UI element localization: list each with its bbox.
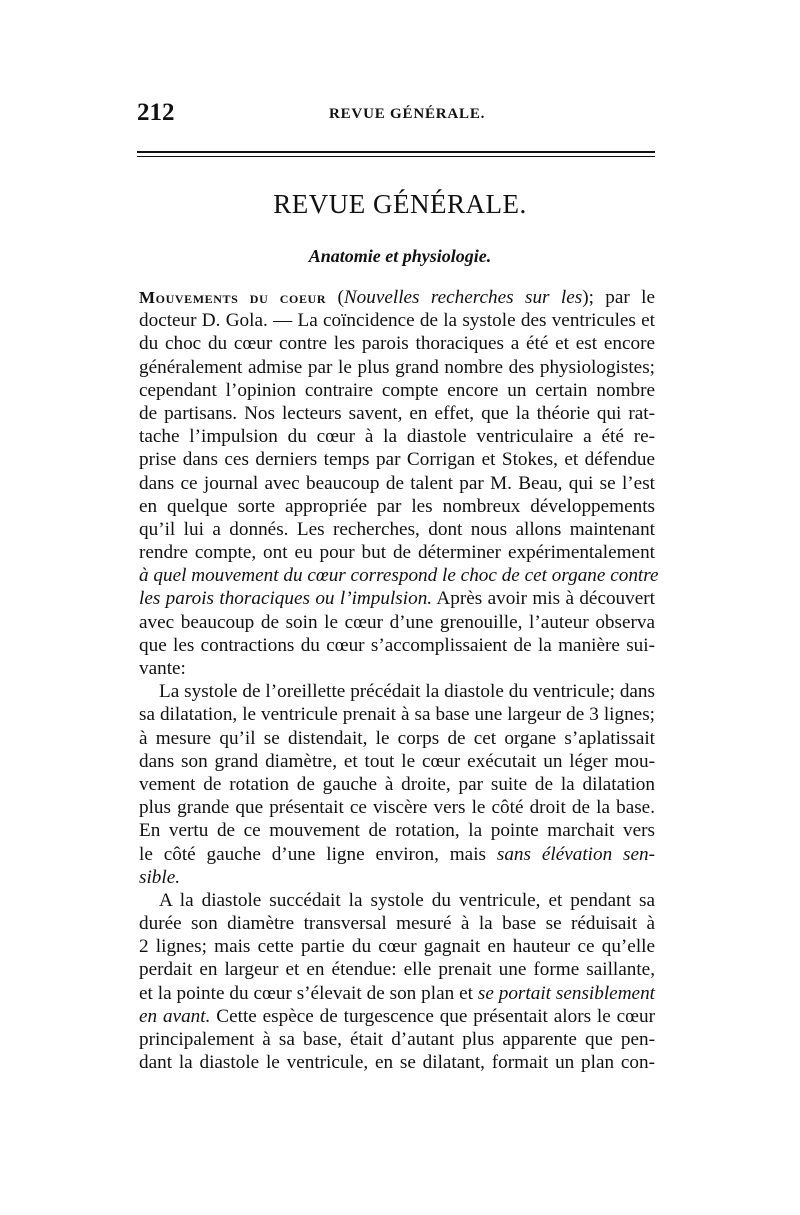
header-rule-thick xyxy=(137,151,655,153)
article-body xyxy=(139,286,659,1074)
text-line: de partisans. Nos lecteurs savent, en effet, que la théorie qui rat- xyxy=(139,402,655,424)
text-line xyxy=(139,889,655,912)
running-head xyxy=(137,96,656,130)
text-line: qu’il lui a donnés. Les recherches, dont nous allons maintenant xyxy=(139,518,655,540)
text-line: sa dilatation, le ventricule prenait à sa base une largeur de 3 lignes; xyxy=(139,704,655,726)
article-lead: Mouvements du coeur xyxy=(139,288,327,307)
text-line xyxy=(139,982,655,1005)
text-fragment: ( xyxy=(326,287,344,308)
text-line: docteur D. Gola. — La coïncidence de la systole des ventricules et xyxy=(139,310,655,332)
text-line: 2 lignes; mais cette partie du cœur gagnait en hauteur ce qu’elle xyxy=(139,936,655,958)
text-fragment: ); par le xyxy=(582,287,655,308)
italic-fragment: en avant. xyxy=(139,1005,211,1027)
text-line: perdait en largeur et en étendue: elle prenait une forme saillante, xyxy=(139,959,655,981)
text-line: durée son diamètre transversal mesuré à la base se réduisait à xyxy=(139,913,655,935)
text-line: sible. xyxy=(139,866,181,888)
text-line: du choc du cœur contre les parois thoraciques a été et est encore xyxy=(139,333,655,355)
header-rule-thin xyxy=(137,156,655,157)
text-line: à quel mouvement du cœur correspond le choc de cet organe contre xyxy=(139,565,659,587)
text-line: généralement admise par le plus grand nombre des physiologistes; xyxy=(139,356,655,378)
text-line xyxy=(139,1005,655,1028)
text-line: vante: xyxy=(139,658,186,679)
text-fragment: Après avoir mis à découvert xyxy=(432,588,655,610)
text-fragment: le côté gauche d’une ligne environ, mais xyxy=(139,843,497,865)
text-line: dans son grand diamètre, et tout le cœur exécutait un léger mou- xyxy=(139,750,655,772)
text-fragment: La systole de l’oreillette précédait la diastole du ventricule; dans xyxy=(159,681,655,703)
italic-fragment: les parois thoraciques ou l’impulsion. xyxy=(139,588,433,610)
page-number: 212 xyxy=(137,99,175,126)
text-line: cependant l’opinion contraire compte encore un certain nombre xyxy=(139,379,655,401)
subsection-title: Anatomie et physiologie. xyxy=(308,246,492,266)
text-line: En vertu de ce mouvement de rotation, la pointe marchait vers xyxy=(139,820,655,842)
text-line: avec beaucoup de soin le cœur d’une grenouille, l’auteur observa xyxy=(139,611,655,633)
text-fragment: Cette espèce de turgescence que présentait alors le cœur xyxy=(210,1005,655,1027)
italic-fragment: Nouvelles recherches sur les xyxy=(343,287,583,308)
text-line: dant la diastole le ventricule, en se dilatant, formait un plan con- xyxy=(139,1052,655,1074)
running-title: REVUE GÉNÉRALE. xyxy=(329,106,486,122)
text-line xyxy=(139,286,655,309)
text-line xyxy=(139,587,655,610)
text-line: vement de rotation de gauche à droite, par suite de la dilatation xyxy=(139,773,655,795)
text-fragment: et la pointe du cœur s’élevait de son plan et xyxy=(139,982,478,1004)
text-line xyxy=(139,843,655,866)
text-line: plus grande que présentait ce viscère vers le côté droit de la base. xyxy=(139,797,655,819)
text-line: en quelque sorte appropriée par les nombreux développements xyxy=(139,495,655,517)
text-line: prise dans ces derniers temps par Corrigan et Stokes, et défendue xyxy=(139,449,655,471)
italic-fragment: sans élévation sen- xyxy=(496,843,655,865)
text-line: à mesure qu’il se distendait, le corps de cet organe s’aplatissait xyxy=(139,727,655,749)
text-line: dans ce journal avec beaucoup de talent par M. Beau, qui se l’est xyxy=(139,472,655,494)
text-line: tache l’impulsion du cœur à la diastole ventriculaire a été re- xyxy=(139,426,655,448)
section-title: REVUE GÉNÉRALE. xyxy=(273,189,527,219)
text-line: que les contractions du cœur s’accomplissaient de la manière sui- xyxy=(139,634,655,656)
text-fragment: A la diastole succédait la systole du ventricule, et pendant sa xyxy=(159,889,655,911)
italic-fragment: se portait sensiblement xyxy=(477,982,655,1004)
text-line: principalement à sa base, était d’autant plus apparente que pen- xyxy=(139,1029,655,1050)
text-line xyxy=(139,680,655,703)
text-line: rendre compte, ont eu pour but de déterminer expérimentalement xyxy=(139,542,655,564)
